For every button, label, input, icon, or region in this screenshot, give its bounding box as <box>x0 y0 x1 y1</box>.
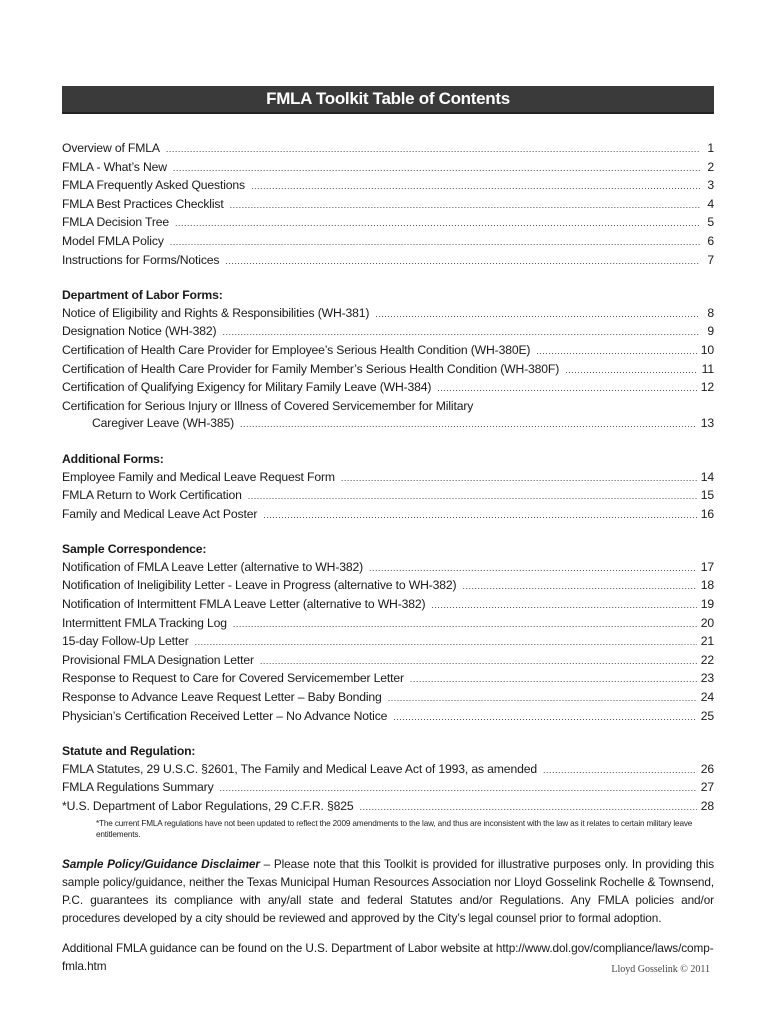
toc-entry-label: FMLA Statutes, 29 U.S.C. §2601, The Family and Medical Leave Act of 1993, as amended <box>62 761 537 776</box>
toc-entry-page: 14 <box>700 469 714 484</box>
toc-entry-page: 24 <box>700 690 714 705</box>
toc-entry-label: Family and Medical Leave Act Poster <box>62 506 258 521</box>
toc-entry-page: 27 <box>700 780 714 795</box>
toc-entry[interactable] <box>62 159 714 178</box>
toc-entry-page: 28 <box>700 799 714 813</box>
disclaimer-lead: Sample Policy/Guidance Disclaimer <box>62 856 260 871</box>
toc-entry[interactable] <box>62 708 714 727</box>
toc-entry-label: Model FMLA Policy <box>62 233 164 248</box>
toc-entry[interactable] <box>62 633 714 652</box>
toc-entry-label: Caregiver Leave (WH-385) <box>92 416 235 431</box>
toc-entry-page: 7 <box>707 252 714 267</box>
disclaimer-paragraph <box>62 855 714 927</box>
toc-entry[interactable] <box>62 379 714 398</box>
toc-entry-label: Provisional FMLA Designation Letter <box>62 652 254 667</box>
section-heading-statute: Statute and Regulation: <box>62 744 196 759</box>
toc-entry-page: 10 <box>700 342 714 357</box>
dot-leader <box>462 578 696 596</box>
toc-entry[interactable] <box>62 615 714 634</box>
statute-section <box>62 761 714 817</box>
toc-entry[interactable] <box>62 469 714 488</box>
dot-leader <box>225 253 700 271</box>
toc-entry-page: 8 <box>707 305 714 320</box>
toc-entry-label: FMLA Return to Work Certification <box>62 488 242 503</box>
toc-entry-label: Certification of Qualifying Exigency for Military Family Leave (WH-384) <box>62 380 432 395</box>
toc-entry-label: Response to Request to Care for Covered Servicemember Letter <box>62 671 404 686</box>
dot-leader <box>173 160 700 178</box>
toc-entry-page: 15 <box>700 488 714 503</box>
toc-entry-label: FMLA Frequently Asked Questions <box>62 178 245 193</box>
additional-guidance: Additional FMLA guidance can be found on the U.S. Department of Labor website at http://www.dol.gov/compliance/laws/comp-fmla.htm <box>62 940 714 973</box>
dot-leader <box>233 616 697 634</box>
additional-forms-section <box>62 469 714 525</box>
toc-entry[interactable] <box>62 487 714 506</box>
dot-leader <box>251 178 700 196</box>
dot-leader <box>437 380 696 398</box>
dot-leader <box>222 324 700 342</box>
toc-entry-label: Physician’s Certification Received Letter – No Advance Notice <box>62 708 388 723</box>
toc-entry-label: Notification of FMLA Leave Letter (alternative to WH-382) <box>62 559 364 574</box>
sample-correspondence-section <box>62 559 714 726</box>
toc-entry-page: 2 <box>707 159 714 174</box>
toc-entry[interactable] <box>62 398 714 416</box>
dot-leader <box>359 799 696 817</box>
section-heading-additional-forms: Additional Forms: <box>62 451 164 466</box>
toc-entry-label: 15-day Follow-Up Letter <box>62 634 189 649</box>
dot-leader <box>230 197 700 215</box>
toc-entry-label: Notification of Ineligibility Letter - Leave in Progress (alternative to WH-382) <box>62 578 457 593</box>
toc-entry[interactable] <box>62 779 714 798</box>
toc-entry[interactable] <box>62 761 714 780</box>
toc-entry-page: 25 <box>700 708 714 723</box>
toc-entry-page: 26 <box>700 761 714 776</box>
dot-leader <box>388 690 697 708</box>
toc-entry-page: 13 <box>700 416 714 431</box>
dot-leader <box>410 671 697 689</box>
dot-leader <box>536 343 696 361</box>
toc-entry-label: FMLA Regulations Summary <box>62 780 214 795</box>
toc-entry-label: Certification of Health Care Provider for Family Member’s Serious Health Condition (WH-380F) <box>62 361 560 376</box>
table-of-contents <box>62 140 714 841</box>
dot-leader <box>341 470 697 488</box>
dot-leader <box>565 362 698 380</box>
toc-entry-label: Intermittent FMLA Tracking Log <box>62 615 227 630</box>
dot-leader <box>248 488 697 506</box>
toc-entry[interactable] <box>62 140 714 159</box>
toc-entry[interactable] <box>62 361 714 380</box>
toc-entry-page: 9 <box>707 324 714 339</box>
toc-entry[interactable] <box>62 196 714 215</box>
toc-entry-label: Employee Family and Medical Leave Request Form <box>62 469 335 484</box>
toc-entry-page: 3 <box>707 178 714 193</box>
page-title: FMLA Toolkit Table of Contents <box>62 86 714 114</box>
toc-entry[interactable] <box>62 323 714 342</box>
toc-entry[interactable] <box>62 559 714 578</box>
toc-entry-label: FMLA - What’s New <box>62 159 167 174</box>
toc-entry[interactable] <box>62 670 714 689</box>
dot-leader <box>369 560 697 578</box>
toc-entry-label: *U.S. Department of Labor Regulations, 29 C.F.R. §825 <box>62 799 354 813</box>
dol-forms-section <box>62 305 714 398</box>
toc-entry[interactable] <box>62 689 714 708</box>
dot-leader <box>431 597 696 615</box>
section-heading-sample-correspondence: Sample Correspondence: <box>62 542 207 557</box>
toc-entry-page: 22 <box>700 652 714 667</box>
regulations-footnote: *The current FMLA regulations have not been updated to reflect the 2009 amendments to the law, and thus are inconsistent with the law as it relates to certain military leave entitlements. <box>96 818 693 840</box>
toc-entry[interactable] <box>62 798 714 817</box>
toc-entry-label: Designation Notice (WH-382) <box>62 324 217 339</box>
dot-leader <box>263 507 696 525</box>
toc-entry-label: FMLA Decision Tree <box>62 215 170 230</box>
toc-entry[interactable] <box>62 233 714 252</box>
toc-entry-page: 12 <box>700 380 714 395</box>
toc-entry-label: Notification of Intermittent FMLA Leave Letter (alternative to WH-382) <box>62 597 426 612</box>
toc-entry[interactable] <box>62 252 714 271</box>
copyright-footer: Lloyd Gosselink © 2011 <box>611 964 710 975</box>
dot-leader <box>175 215 700 233</box>
toc-entry[interactable] <box>62 342 714 361</box>
toc-entry-page: 17 <box>700 559 714 574</box>
toc-entry[interactable] <box>62 214 714 233</box>
disclaimer-body: – Please note that this Toolkit is provided for illustrative purposes only. In providing this sample policy/guidance, neither the Texas Municipal Human Resources Association nor Lloyd Gosselink Rochelle & Townsend, P.C. guarantees its compliance with any/all state and federal Statutes and/or Regulations. Any FMLA policies and/or procedures developed by a city should be reviewed and approved by the City’s legal counsel prior to formal adoption. <box>62 856 714 925</box>
dot-leader <box>240 416 697 434</box>
toc-entry[interactable] <box>62 577 714 596</box>
toc-entry-page: 19 <box>700 597 714 612</box>
toc-entry-page: 6 <box>707 233 714 248</box>
dot-leader <box>166 141 700 159</box>
dot-leader <box>220 780 697 798</box>
toc-entry[interactable] <box>62 177 714 196</box>
dot-leader <box>170 234 700 252</box>
toc-entry-page: 16 <box>700 506 714 521</box>
toc-entry-label: Certification for Serious Injury or Illness of Covered Servicemember for Military <box>62 398 474 413</box>
dot-leader <box>260 653 697 671</box>
toc-entry-label: Overview of FMLA <box>62 141 160 155</box>
toc-entry-page: 1 <box>707 141 714 155</box>
toc-entry-page: 23 <box>700 671 714 686</box>
toc-entry[interactable] <box>62 652 714 671</box>
toc-entry-continued[interactable] <box>62 415 714 434</box>
toc-entry-page: 5 <box>707 215 714 230</box>
toc-entry[interactable] <box>62 305 714 324</box>
dot-leader <box>375 306 700 324</box>
toc-entry-label: Instructions for Forms/Notices <box>62 252 220 267</box>
section-heading-dol-forms: Department of Labor Forms: <box>62 288 223 303</box>
document-page <box>62 86 714 975</box>
toc-entry-page: 4 <box>707 196 714 211</box>
dot-leader <box>543 762 697 780</box>
toc-entry-label: FMLA Best Practices Checklist <box>62 196 224 211</box>
toc-entry[interactable] <box>62 596 714 615</box>
toc-entry-label: Notice of Eligibility and Rights & Responsibilities (WH-381) <box>62 305 370 320</box>
toc-entry-page: 18 <box>700 578 714 593</box>
general-section <box>62 140 714 270</box>
toc-entry-page: 20 <box>700 615 714 630</box>
toc-entry[interactable] <box>62 506 714 525</box>
toc-entry-page: 21 <box>700 634 714 649</box>
toc-entry-label: Response to Advance Leave Request Letter – Baby Bonding <box>62 690 382 705</box>
toc-entry-page: 11 <box>701 361 714 376</box>
dot-leader <box>195 634 697 652</box>
toc-entry-label: Certification of Health Care Provider for Employee’s Serious Health Condition (WH-380E) <box>62 342 531 357</box>
dot-leader <box>393 709 696 727</box>
